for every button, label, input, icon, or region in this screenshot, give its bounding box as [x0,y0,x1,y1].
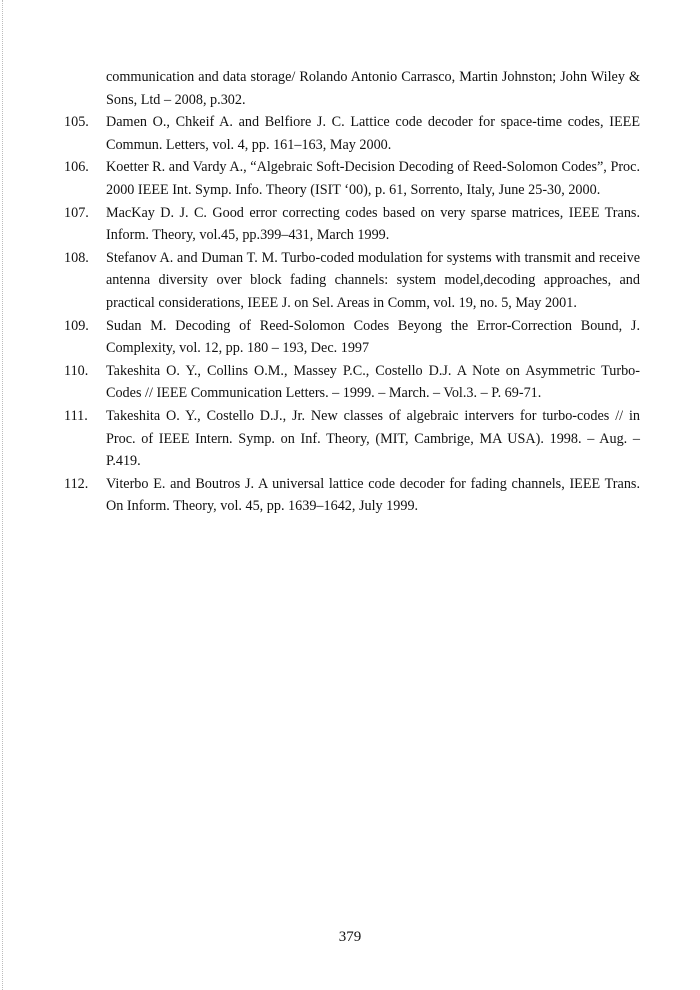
reference-number: 107. [64,204,89,221]
page-edge-divider [2,0,3,990]
reference-text: Takeshita O. Y., Collins O.M., Massey P.C., Costello D.J. A Note on Asymmetric Turbo-Codes // IEEE Communication Letters. – 1999. – March. – Vol.3. – P. 69-71. [106,362,640,402]
reference-number: 111. [64,407,88,424]
reference-item-106 [64,156,640,201]
reference-item-111 [64,405,640,473]
reference-item-112 [64,473,640,518]
reference-text: Damen O., Chkeif A. and Belfiore J. C. Lattice code decoder for space-time codes, IEEE Commun. Letters, vol. 4, pp. 161–163, May 2000. [106,114,640,153]
reference-item-continued [64,66,640,111]
reference-number: 109. [64,317,89,334]
reference-number: 108. [64,249,89,266]
reference-number: 112. [64,475,89,492]
reference-item-109 [64,315,640,360]
reference-number: 110. [64,362,89,379]
reference-text: Stefanov A. and Duman T. M. Turbo-coded modulation for systems with transmit and receive antenna diversity over block fading channels: system model,decoding approaches, and practical considerations, IEEE J. on Sel. Areas in Comm, vol. 19, no. 5, May 2001. [106,249,640,311]
reference-text: Takeshita O. Y., Costello D.J., Jr. New classes of algebraic intervers for turbo-codes // in Proc. of IEEE Intern. Symp. on Inf. Theory, (MIT, Cambrige, MA USA). 1998. – Aug. – P.419. [106,407,640,470]
reference-item-105 [64,111,640,156]
reference-item-107 [64,202,640,247]
reference-text: Koetter R. and Vardy A., “Algebraic Soft-Decision Decoding of Reed-Solomon Codes”, Proc. 2000 IEEE Int. Symp. Info. Theory (ISIT ‘00), p. 61, Sorrento, Italy, June 25-30, 2000. [106,159,640,198]
reference-text: MacKay D. J. C. Good error correcting codes based on very sparse matrices, IEEE Trans. Inform. Theory, vol.45, pp.399–431, March 1999. [106,204,640,244]
reference-text: communication and data storage/ Rolando Antonio Carrasco, Martin Johnston; John Wiley & Sons, Ltd – 2008, p.302. [106,69,640,108]
reference-list [64,66,640,518]
reference-text: Sudan M. Decoding of Reed-Solomon Codes Beyong the Error-Correction Bound, J. Complexity, vol. 12, pp. 180 – 193, Dec. 1997 [106,317,640,357]
reference-number: 106. [64,159,89,176]
reference-item-110 [64,360,640,405]
page-number: 379 [338,929,362,945]
reference-item-108 [64,247,640,315]
reference-number: 105. [64,114,89,131]
reference-text: Viterbo E. and Boutros J. A universal lattice code decoder for fading channels, IEEE Trans. On Inform. Theory, vol. 45, pp. 1639–1642, July 1999. [106,475,640,515]
